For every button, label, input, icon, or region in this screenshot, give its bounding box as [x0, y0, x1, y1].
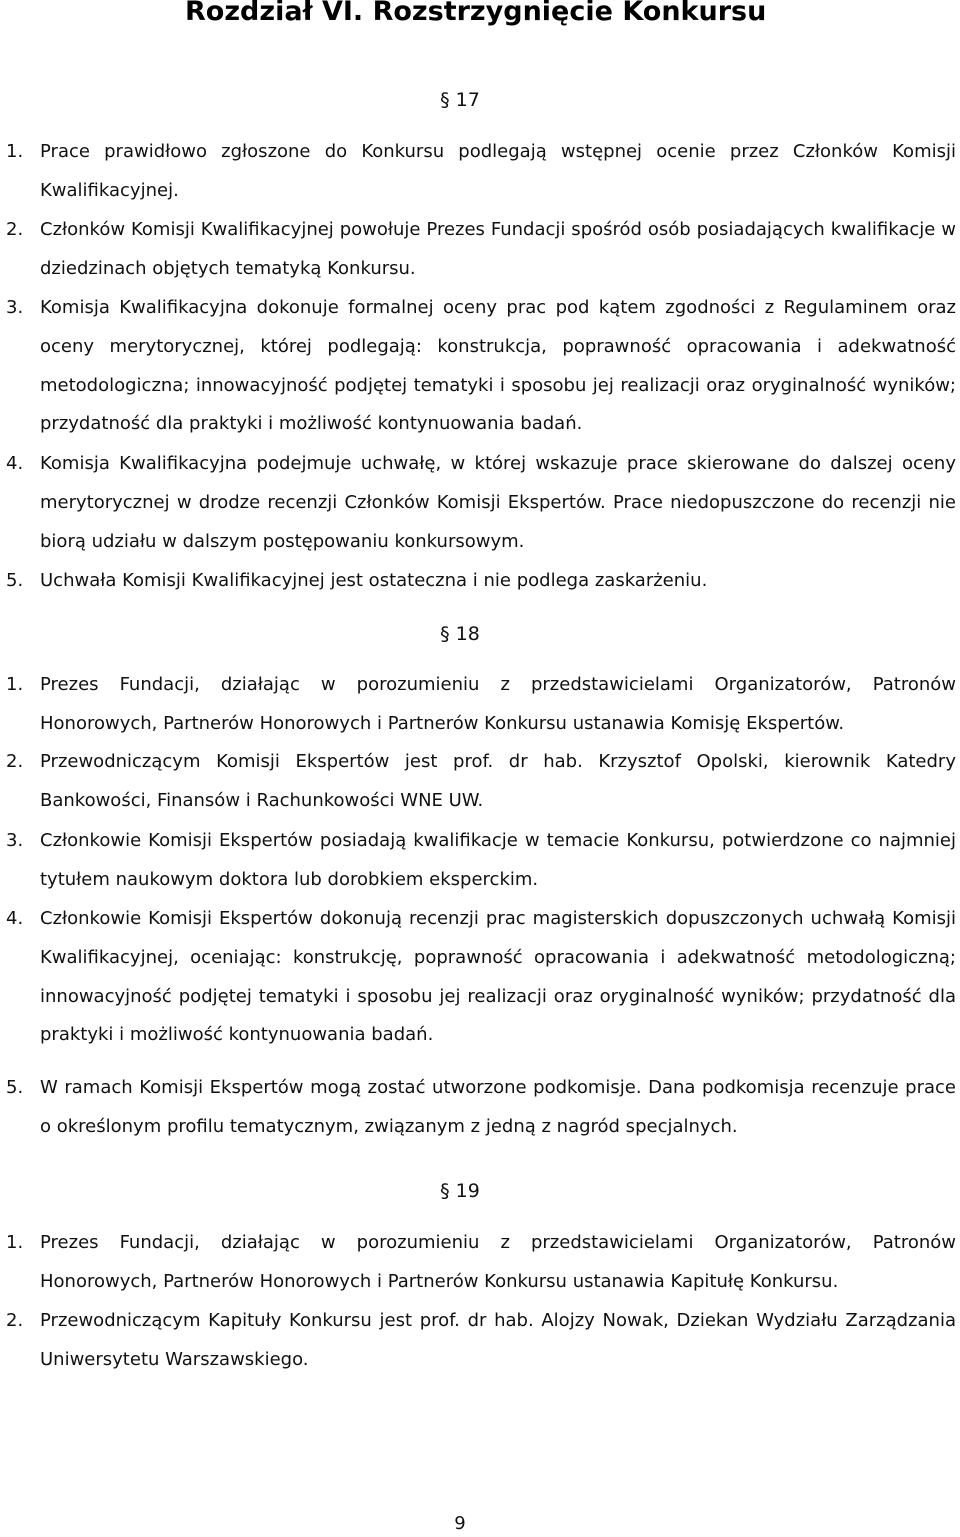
paragraph-19-2 — [6, 1302, 956, 1380]
paragraph-text: W ramach Komisji Ekspertów mogą zostać utworzone podkomisje. Dana podkomisja recenzuje prace o określonym profilu tematycznym, związanym z jedną z nagród specjalnych. — [40, 1077, 956, 1137]
paragraph-text: Przewodniczącym Kapituły Konkursu jest prof. dr hab. Alojzy Nowak, Dziekan Wydziału Zarządzania Uniwersytetu Warszawskiego. — [40, 1310, 956, 1370]
paragraph-number: 1. — [6, 141, 24, 162]
paragraph-17-1 — [6, 133, 956, 211]
section-heading-18: § 18 — [440, 623, 480, 645]
paragraph-text: Uchwała Komisji Kwalifikacyjnej jest ostateczna i nie podlega zaskarżeniu. — [40, 570, 708, 591]
paragraph-text: Komisja Kwalifikacyjna dokonuje formalnej oceny prac pod kątem zgodności z Regulaminem oraz oceny merytorycznej, której podlegają: konstrukcja, poprawność opracowania i adekwatność metodologiczna; innowacyjność podjętej tematyki i sposobu jej realizacji oraz oryginalność wyników; przydatność dla praktyki i możliwość kontynuowania badań. — [40, 297, 956, 435]
paragraph-number: 2. — [6, 219, 24, 240]
paragraph-17-5 — [6, 562, 956, 601]
paragraph-text: Członkowie Komisji Ekspertów posiadają kwalifikacje w temacie Konkursu, potwierdzone co najmniej tytułem naukowym doktora lub dorobkiem eksperckim. — [40, 830, 956, 890]
paragraph-text: Komisja Kwalifikacyjna podejmuje uchwałę, w której wskazuje prace skierowane do dalszej oceny merytorycznej w drodze recenzji Członków Komisji Ekspertów. Prace niedopuszczone do recenzji nie biorą udziału w dalszym postępowaniu konkursowym. — [40, 453, 956, 552]
section-heading-19: § 19 — [440, 1180, 480, 1202]
paragraph-number: 1. — [6, 1232, 24, 1253]
paragraph-18-4 — [6, 900, 956, 1055]
section-heading-17: § 17 — [440, 89, 480, 111]
paragraph-text: Przewodniczącym Komisji Ekspertów jest prof. dr hab. Krzysztof Opolski, kierownik Katedry Bankowości, Finansów i Rachunkowości WNE UW. — [40, 751, 956, 811]
paragraph-number: 1. — [6, 674, 24, 695]
paragraph-number: 4. — [6, 908, 24, 929]
paragraph-text: Członkowie Komisji Ekspertów dokonują recenzji prac magisterskich dopuszczonych uchwałą Komisji Kwalifikacyjnej, oceniając: konstrukcję, poprawność opracowania i adekwatność metodologiczną; innowacyjność podjętej tematyki i sposobu jej realizacji oraz oryginalność wyników; przydatność dla praktyki i możliwość kontynuowania badań. — [40, 908, 956, 1046]
chapter-title: Rozdział VI. Rozstrzygnięcie Konkursu — [185, 0, 767, 27]
paragraph-18-2 — [6, 743, 956, 821]
paragraph-17-2 — [6, 211, 956, 289]
paragraph-17-4 — [6, 445, 956, 561]
paragraph-number: 3. — [6, 830, 24, 851]
paragraph-18-3 — [6, 822, 956, 900]
paragraph-18-5 — [6, 1069, 956, 1147]
paragraph-text: Prace prawidłowo zgłoszone do Konkursu podlegają wstępnej ocenie przez Członków Komisji Kwalifikacyjnej. — [40, 141, 956, 201]
paragraph-text: Członków Komisji Kwalifikacyjnej powołuje Prezes Fundacji spośród osób posiadających kwalifikacje w dziedzinach objętych tematyką Konkursu. — [40, 219, 956, 279]
paragraph-number: 2. — [6, 751, 24, 772]
paragraph-number: 2. — [6, 1310, 24, 1331]
paragraph-number: 5. — [6, 1077, 24, 1098]
paragraph-17-3 — [6, 289, 956, 444]
paragraph-19-1 — [6, 1224, 956, 1302]
page-number: 9 — [454, 1513, 466, 1534]
paragraph-text: Prezes Fundacji, działając w porozumieniu z przedstawicielami Organizatorów, Patronów Honorowych, Partnerów Honorowych i Partnerów Konkursu ustanawia Kapitułę Konkursu. — [40, 1232, 956, 1292]
paragraph-number: 3. — [6, 297, 24, 318]
paragraph-number: 5. — [6, 570, 24, 591]
paragraph-18-1 — [6, 666, 956, 744]
paragraph-number: 4. — [6, 453, 24, 474]
paragraph-text: Prezes Fundacji, działając w porozumieniu z przedstawicielami Organizatorów, Patronów Honorowych, Partnerów Honorowych i Partnerów Konkursu ustanawia Komisję Ekspertów. — [40, 674, 956, 734]
